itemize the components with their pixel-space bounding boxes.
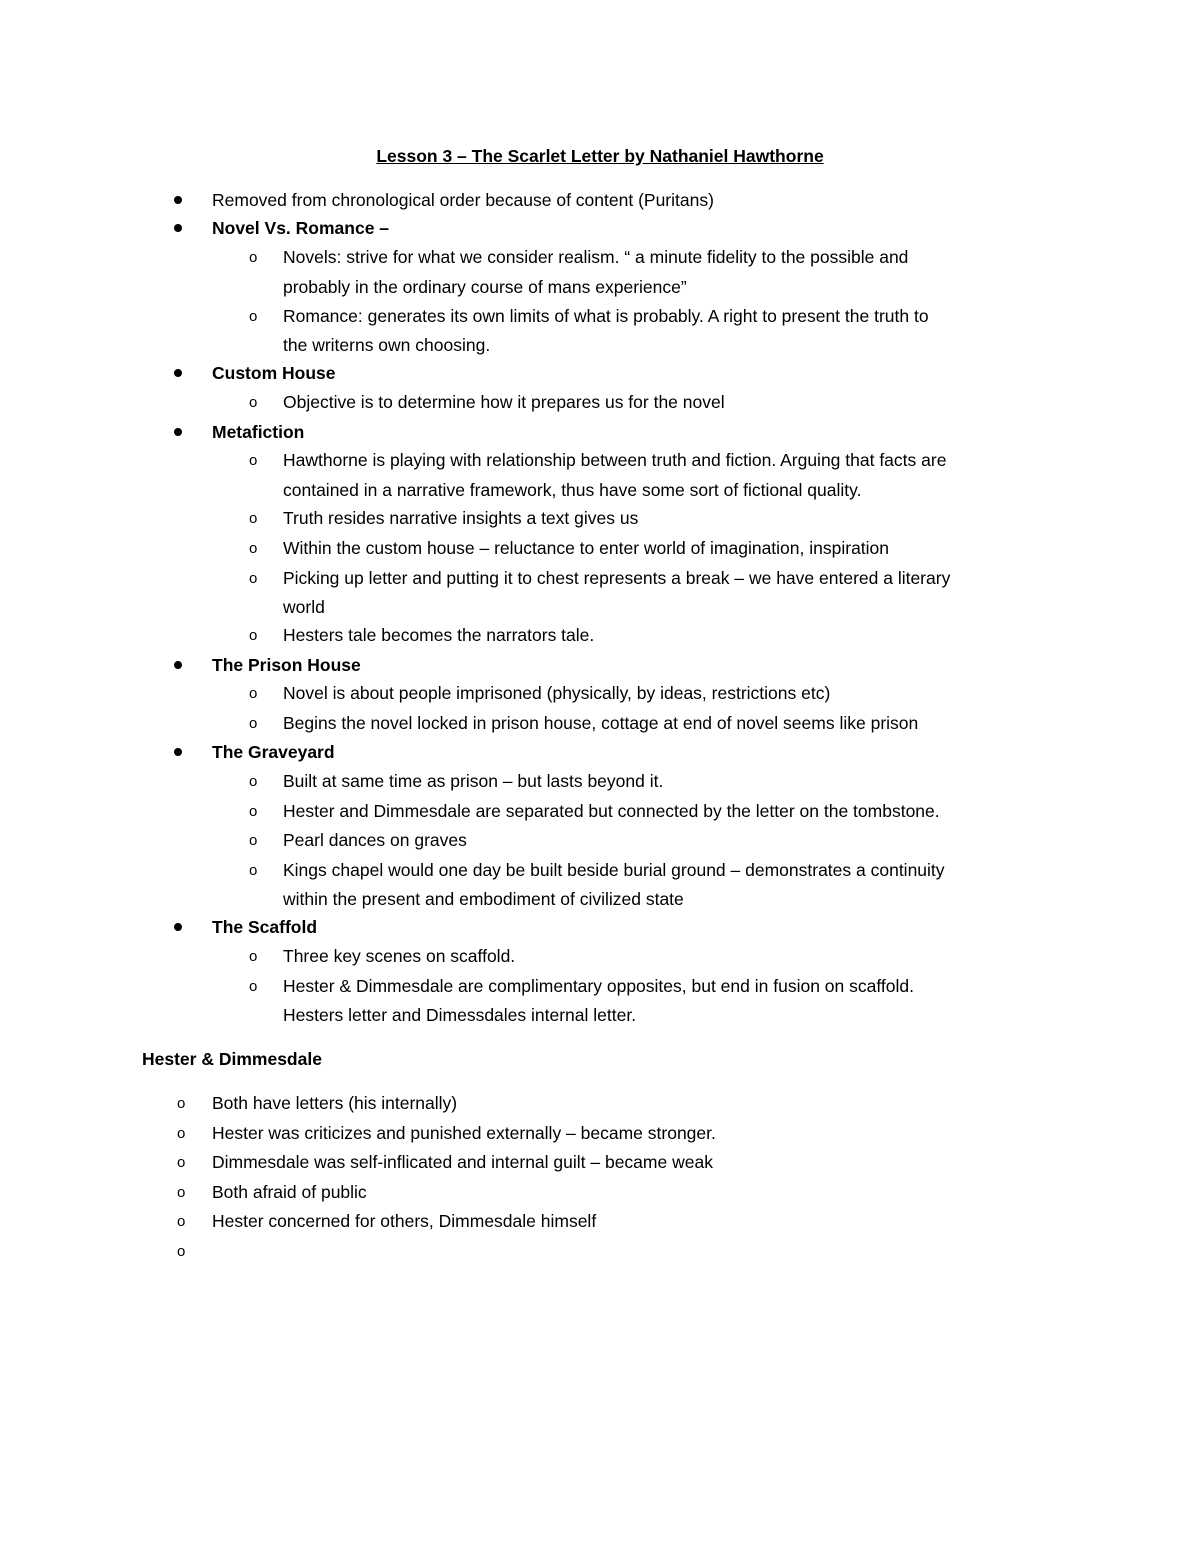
hollow-bullet-icon: o — [249, 862, 258, 879]
sub-list-item: Hester & Dimmesdale are complimentary opposites, but end in fusion on scaffold. — [283, 976, 914, 996]
hollow-bullet-icon: o — [177, 1213, 186, 1230]
list-item: Both afraid of public — [212, 1182, 367, 1202]
sub-list-item: Pearl dances on graves — [283, 830, 467, 850]
sub-list-item-continuation: probably in the ordinary course of mans experience” — [283, 277, 687, 297]
list-item: Dimmesdale was self-inflicated and internal guilt – became weak — [212, 1152, 713, 1172]
sub-list-item-continuation: contained in a narrative framework, thus have some sort of fictional quality. — [283, 480, 862, 500]
sub-list-item: Truth resides narrative insights a text gives us — [283, 508, 639, 528]
hollow-bullet-icon: o — [249, 540, 258, 557]
hollow-bullet-icon: o — [249, 978, 258, 995]
list-item-heading: The Prison House — [212, 655, 361, 675]
hollow-bullet-icon: o — [249, 308, 258, 325]
hollow-bullet-icon: o — [249, 715, 258, 732]
hollow-bullet-icon: o — [249, 627, 258, 644]
sub-list-item: Objective is to determine how it prepares us for the novel — [283, 392, 725, 412]
sub-list-item: Picking up letter and putting it to chest represents a break – we have entered a literary — [283, 568, 951, 588]
list-item-heading: Metafiction — [212, 422, 305, 442]
hollow-bullet-icon: o — [249, 685, 258, 702]
sub-list-item: Within the custom house – reluctance to enter world of imagination, inspiration — [283, 538, 890, 558]
sub-list-item: Begins the novel locked in prison house, cottage at end of novel seems like prison — [283, 713, 919, 733]
sub-list-item: Hesters tale becomes the narrators tale. — [283, 625, 595, 645]
hollow-bullet-icon: o — [249, 510, 258, 527]
list-item: Both have letters (his internally) — [212, 1093, 458, 1113]
sub-list-item-continuation: Hesters letter and Dimessdales internal letter. — [283, 1005, 637, 1025]
hollow-bullet-icon: o — [249, 832, 258, 849]
list-item: Hester concerned for others, Dimmesdale himself — [212, 1211, 597, 1231]
bullet-dot-icon — [174, 661, 182, 669]
sub-list-item: Kings chapel would one day be built beside burial ground – demonstrates a continuity — [283, 860, 945, 880]
hollow-bullet-icon: o — [249, 394, 258, 411]
list-item-heading: The Graveyard — [212, 742, 335, 762]
page-title: Lesson 3 – The Scarlet Letter by Nathaniel Hawthorne — [376, 146, 824, 166]
bullet-dot-icon — [174, 428, 182, 436]
hollow-bullet-icon: o — [249, 570, 258, 587]
hollow-bullet-icon: o — [177, 1095, 186, 1112]
list-item-heading: The Scaffold — [212, 917, 318, 937]
hollow-bullet-icon: o — [249, 803, 258, 820]
sub-list-item-continuation: world — [283, 597, 325, 617]
hollow-bullet-icon: o — [177, 1184, 186, 1201]
list-item: Hester was criticizes and punished externally – became stronger. — [212, 1123, 716, 1143]
hollow-bullet-icon: o — [177, 1125, 186, 1142]
sub-list-item: Three key scenes on scaffold. — [283, 946, 516, 966]
hollow-bullet-icon: o — [177, 1154, 186, 1171]
bullet-dot-icon — [174, 369, 182, 377]
hollow-bullet-icon: o — [177, 1243, 186, 1260]
hollow-bullet-icon: o — [249, 948, 258, 965]
sub-list-item: Romance: generates its own limits of what is probably. A right to present the truth to — [283, 306, 929, 326]
section-heading: Hester & Dimmesdale — [142, 1049, 322, 1069]
bullet-dot-icon — [174, 224, 182, 232]
bullet-dot-icon — [174, 923, 182, 931]
hollow-bullet-icon: o — [249, 452, 258, 469]
sub-list-item-continuation: the writerns own choosing. — [283, 335, 491, 355]
sub-list-item: Hester and Dimmesdale are separated but connected by the letter on the tombstone. — [283, 801, 940, 821]
sub-list-item: Hawthorne is playing with relationship between truth and fiction. Arguing that facts are — [283, 450, 947, 470]
hollow-bullet-icon: o — [249, 249, 258, 266]
sub-list-item-continuation: within the present and embodiment of civilized state — [283, 889, 684, 909]
list-item: Removed from chronological order because of content (Puritans) — [212, 190, 714, 210]
bullet-dot-icon — [174, 196, 182, 204]
sub-list-item: Novels: strive for what we consider realism. “ a minute fidelity to the possible and — [283, 247, 909, 267]
list-item-heading: Novel Vs. Romance – — [212, 218, 390, 238]
sub-list-item: Built at same time as prison – but lasts beyond it. — [283, 771, 664, 791]
bullet-dot-icon — [174, 748, 182, 756]
hollow-bullet-icon: o — [249, 773, 258, 790]
sub-list-item: Novel is about people imprisoned (physically, by ideas, restrictions etc) — [283, 683, 831, 703]
list-item-heading: Custom House — [212, 363, 336, 383]
